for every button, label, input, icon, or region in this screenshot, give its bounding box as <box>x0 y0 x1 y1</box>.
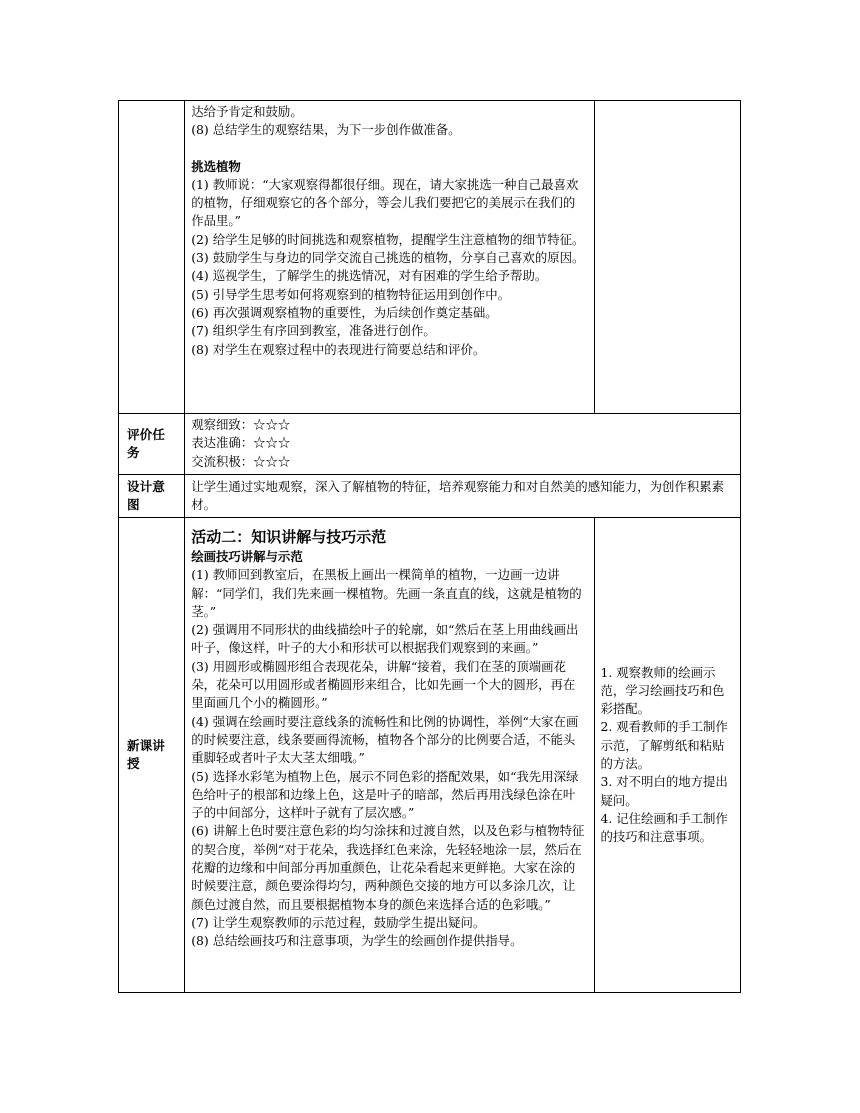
teaching-item: (5) 选择水彩笔为植物上色，展示不同色彩的搭配效果，如“我先用深绿色给叶子的根部和边缘上色，这是叶子的暗部，然后再用浅绿色涂在叶子的中间部分，这样叶子就有了层次感。” <box>191 768 579 821</box>
observe-row <box>119 101 741 414</box>
select-plants-heading: 挑选植物 <box>191 158 241 174</box>
student-activity-cell <box>594 518 740 993</box>
new-lesson-label-cell <box>119 518 185 993</box>
new-lesson-row <box>119 518 741 993</box>
select-item: (6) 再次强调观察植物的重要性，为后续创作奠定基础。 <box>191 304 498 320</box>
teaching-item: (7) 让学生观察教师的示范过程，鼓励学生提出疑问。 <box>191 914 486 930</box>
student-item: 2. 观看教师的手工制作示范，了解剪纸和粘贴的方法。 <box>600 719 728 771</box>
select-item: (5) 引导学生思考如何将观察到的植物特征运用到创作中。 <box>191 286 511 302</box>
design-label-cell <box>119 475 185 518</box>
eval-item: 观察细致：☆☆☆ <box>191 417 291 432</box>
teaching-item: (6) 讲解上色时要注意色彩的均匀涂抹和过渡自然，以及色彩与植物特征的契合度，举例“对于花朵，我选择红色来涂，先轻轻地涂一层，然后在花瓣的边缘和中间部分再加重颜色，让花朵看起来更鲜艳。大家在涂的时候要注意，颜色要涂得均匀，两种颜色交接的地方可以多涂几次，让颜色过渡自然，而且要根据植物本身的颜色来选择合适的色彩哦。” <box>191 823 585 912</box>
design-label: 设计意图 <box>127 479 165 512</box>
select-item: (4) 巡视学生，了解学生的挑选情况，对有困难的学生给予帮助。 <box>191 268 548 284</box>
select-item: (2) 给学生足够的时间挑选和观察植物，提醒学生注意植物的细节特征。 <box>191 231 585 247</box>
design-content-cell <box>185 475 741 518</box>
teaching-item: (3) 用圆形或椭圆形组合表现花朵，讲解“接着，我们在茎的顶端画花朵，花朵可以用圆形或者椭圆形来组合，比如先画一个大的圆形，再在里面画几个小的椭圆形。” <box>191 658 576 711</box>
lesson-plan-table <box>118 100 741 993</box>
eval-item: 表达准确：☆☆☆ <box>191 435 291 451</box>
select-item: (3) 鼓励学生与身边的同学交流自己挑选的植物，分享自己喜欢的原因。 <box>191 250 585 266</box>
teaching-item: (1) 教师回到教室后，在黑板上画出一棵简单的植物，一边画一边讲解：“同学们，我们先来画一棵植物。先画一条直直的线，这就是植物的茎。” <box>191 567 582 619</box>
select-item: (8) 对学生在观察过程中的表现进行简要总结和评价。 <box>191 341 486 357</box>
design-text: 让学生通过实地观察，深入了解植物的特征，培养观察能力和对自然美的感知能力，为创作积累素材。 <box>191 479 724 513</box>
teaching-item: (8) 总结绘画技巧和注意事项，为学生的绘画创作提供指导。 <box>191 933 523 949</box>
observe-label-cell <box>119 101 185 414</box>
observe-student-cell <box>594 101 740 414</box>
observe-content-cell <box>185 101 594 414</box>
teaching-item: (4) 强调在绘画时要注意线条的流畅性和比例的协调性，举例“大家在画的时候要注意，线条要画得流畅，植物各个部分的比例要合适，不能头重脚轻或者叶子太大茎太细哦。” <box>191 713 579 766</box>
new-lesson-content-cell <box>185 518 594 993</box>
eval-row <box>119 414 741 475</box>
eval-item: 交流积极：☆☆☆ <box>191 453 291 469</box>
eval-content-cell <box>185 414 741 475</box>
activity-title: 活动二：知识讲解与技巧示范 <box>191 528 387 546</box>
select-item: (7) 组织学生有序回到教室，准备进行创作。 <box>191 323 436 339</box>
teaching-item: (2) 强调用不同形状的曲线描绘叶子的轮廓，如“然后在茎上用曲线画出叶子，像这样，叶子的大小和形状可以根据我们观察到的来画。” <box>191 622 579 656</box>
observe-line: (8) 总结学生的观察结果，为下一步创作做准备。 <box>191 122 461 138</box>
student-item: 3. 对不明白的地方提出疑问。 <box>600 774 728 808</box>
drawing-skills-heading: 绘画技巧讲解与示范 <box>191 549 303 564</box>
student-item: 1. 观察教师的绘画示范，学习绘画技巧和色彩搭配。 <box>600 664 725 717</box>
observe-line: 达给予肯定和鼓励。 <box>191 104 303 119</box>
design-row <box>119 475 741 518</box>
eval-label-cell <box>119 414 185 475</box>
student-item: 4. 记住绘画和手工制作的技巧和注意事项。 <box>600 810 728 845</box>
eval-label: 评价任务 <box>127 427 165 460</box>
select-item: (1) 教师说：“大家观察得都很仔细。现在，请大家挑选一种自己最喜欢的植物，仔细观察它的各个部分，等会儿我们要把它的美展示在我们的作品里。” <box>191 176 579 229</box>
new-lesson-label: 新课讲授 <box>127 738 165 771</box>
